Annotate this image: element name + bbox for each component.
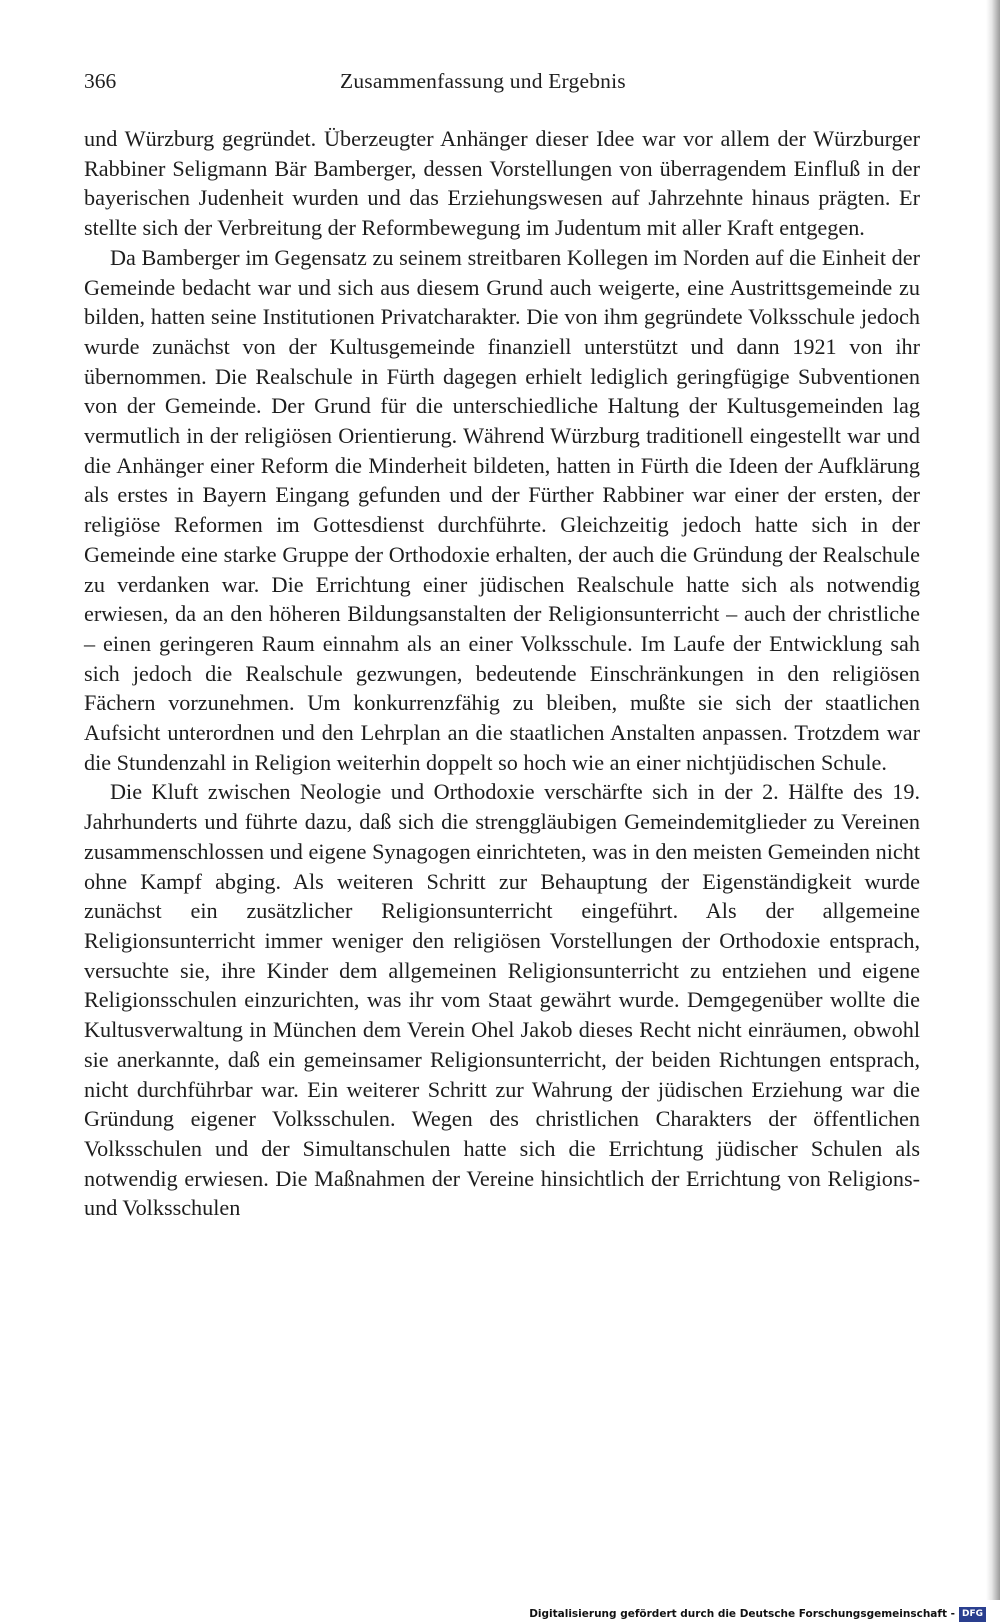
digitization-footer [529, 1604, 986, 1624]
funding-notice: Digitalisierung gefördert durch die Deutsche Forschungsgemeinschaft - [529, 1608, 955, 1620]
page-header [84, 66, 920, 96]
running-title: Zusammenfassung und Ergebnis [340, 69, 626, 93]
page-number: 366 [84, 69, 117, 93]
dfg-logo-icon: DFG [959, 1607, 986, 1622]
paragraph-1: und Würzburg gegründet. Überzeugter Anhänger dieser Idee war vor allem der Würzburger Rabbiner Seligmann Bär Bamberger, dessen Vorstellungen von überragendem Einfluß in der bayerischen Judenheit wurden und das Erziehungswesen auf Jahrzehnte hinaus prägten. Er stellte sich der Verbreitung der Reformbewegung im Judentum mit aller Kraft entgegen. [84, 126, 920, 241]
body-text [84, 124, 920, 1223]
paragraph-3: Die Kluft zwischen Neologie und Orthodoxie verschärfte sich in der 2. Hälfte des 19. Jahrhunderts und führte dazu, daß sich die strenggläubigen Gemeindemitglieder zu Vereinen zusammenschlossen und eigene Synagogen einrichteten, was in den meisten Gemeinden nicht ohne Kampf abging. Als weiteren Schritt zur Behauptung der Eigenständigkeit wurde zunächst ein zusätzlicher Religionsunterricht eingeführt. Als der allgemeine Religionsunterricht immer weniger den religiösen Vorstellungen der Orthodoxie entsprach, versuchte sie, ihre Kinder dem allgemeinen Religionsunterricht zu entziehen und eigene Religionsschulen einzurichten, was ihr vom Staat gewährt wurde. Demgegenüber wollte die Kultusverwaltung in München dem Verein Ohel Jakob dieses Recht nicht einräumen, obwohl sie anerkannte, daß ein gemeinsamer Religionsunterricht, der beiden Richtungen entsprach, nicht durchführbar war. Ein weiterer Schritt zur Wahrung der jüdischen Erziehung war die Gründung eigener Volksschulen. Wegen des christlichen Charakters der öffentlichen Volksschulen und der Simultanschulen hatte sich die Errichtung jüdischer Schulen als notwendig erwiesen. Die Maßnahmen der Vereine hinsichtlich der Errichtung von Religions- und Volksschulen [84, 779, 920, 1221]
paragraph-2: Da Bamberger im Gegensatz zu seinem streitbaren Kollegen im Norden auf die Einheit der Gemeinde bedacht war und sich aus diesem Grund auch weigerte, eine Austrittsgemeinde zu bilden, hatten seine Institutionen Privatcharakter. Die von ihm gegründete Volksschule jedoch wurde zunächst von der Kultusgemeinde finanziell unterstützt und dann 1921 von ihr übernommen. Die Realschule in Fürth dagegen erhielt lediglich geringfügige Subventionen von der Gemeinde. Der Grund für die unterschiedliche Haltung der Kultusgemeinden lag vermutlich in der religiösen Orientierung. Während Würzburg traditionell eingestellt war und die Anhänger einer Reform die Minderheit bildeten, hatten in Fürth die Ideen der Aufklärung als erstes in Bayern Eingang gefunden und der Fürther Rabbiner war einer der ersten, der religiöse Reformen im Gottesdienst durchführte. Gleichzeitig jedoch hatte sich in der Gemeinde eine starke Gruppe der Orthodoxie erhalten, der auch die Gründung der Realschule zu verdanken war. Die Errichtung einer jüdischen Realschule hatte sich als notwendig erwiesen, da an den höheren Bildungsanstalten der Religionsunterricht – auch der christliche – einen geringeren Raum einnahm als an einer Volksschule. Im Laufe der Entwicklung sah sich jedoch die Realschule gezwungen, bedeutende Einschränkungen in den religiösen Fächern vorzunehmen. Um konkurrenzfähig zu bleiben, mußte sie sich der staatlichen Aufsicht unterordnen und den Lehrplan an die staatlichen Anstalten anpassen. Trotzdem war die Stundenzahl in Religion weiterhin doppelt so hoch wie an einer nichtjüdischen Schule. [84, 244, 920, 775]
page-edge-shadow [986, 0, 1000, 1600]
